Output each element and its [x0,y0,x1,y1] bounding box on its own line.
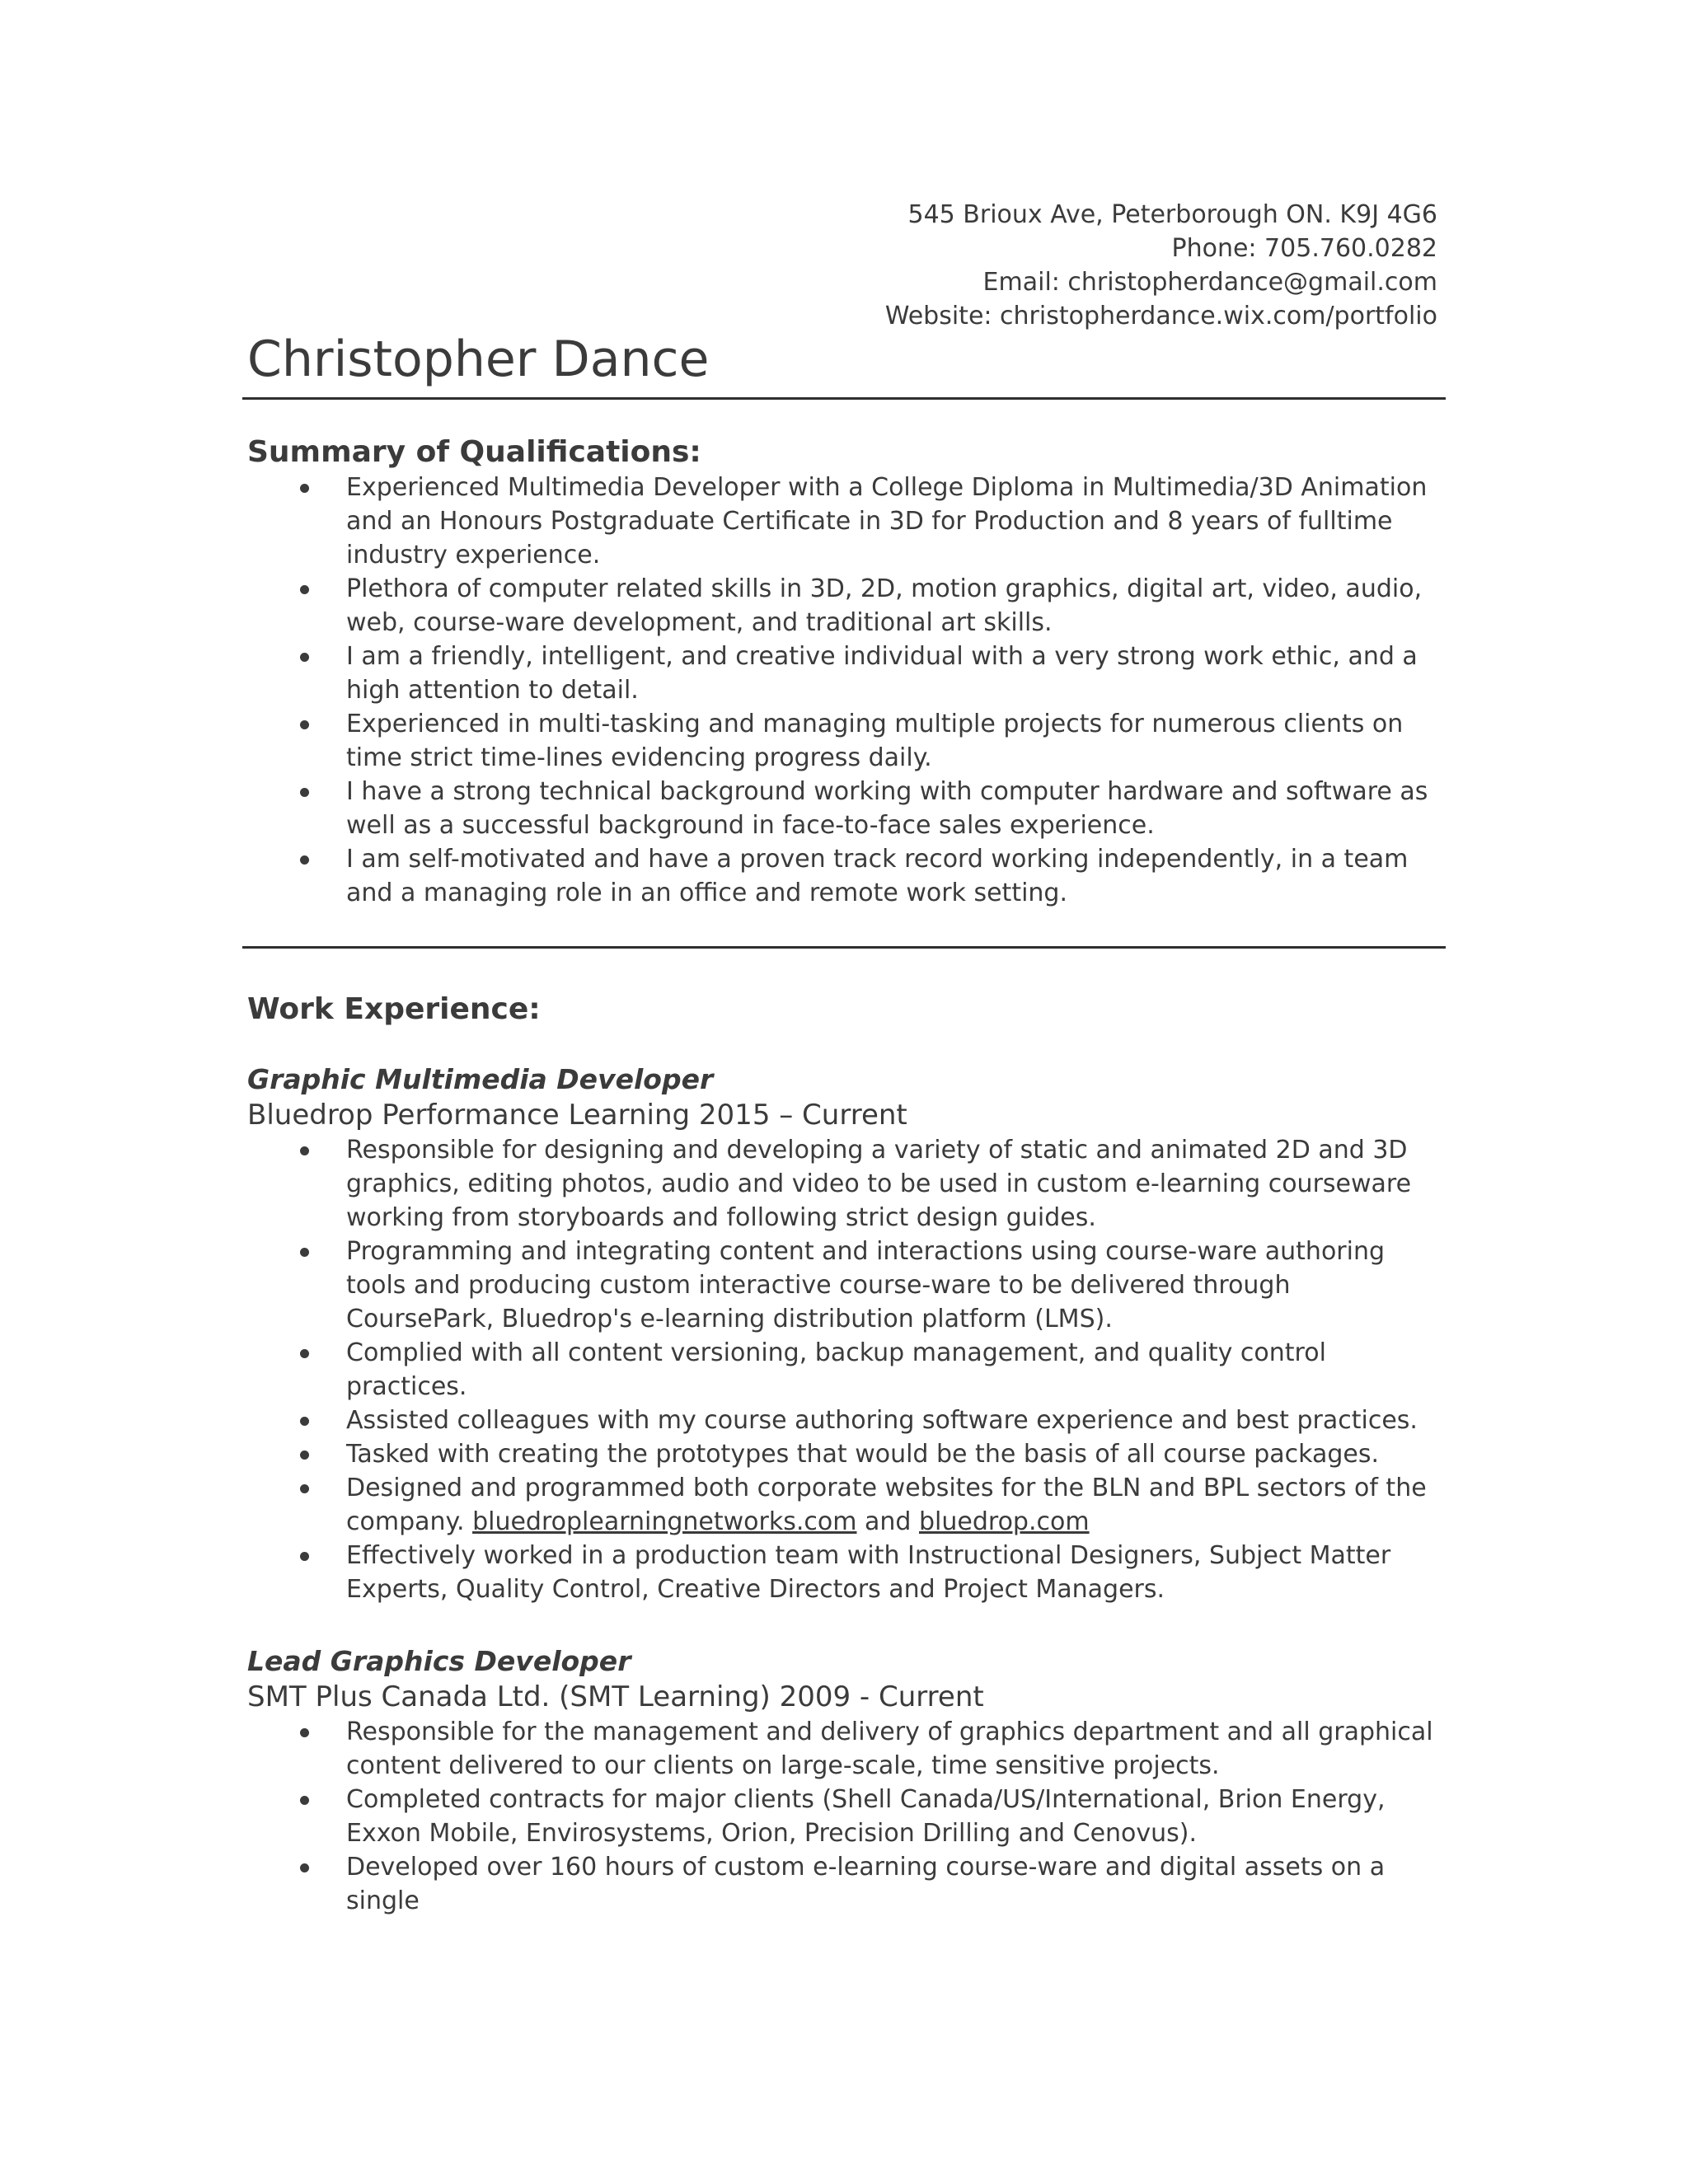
bullet-icon [300,484,309,493]
bluedroplearningnetworks-link[interactable]: bluedroplearningnetworks.com [472,1507,857,1536]
bullet-icon [300,720,309,729]
list-item [247,471,1441,572]
bullet-icon [300,855,309,865]
list-item [247,1539,1441,1606]
contact-website: Website: christopherdance.wix.com/portfolio [884,302,1437,330]
list-item-text: I am self-motivated and have a proven track record working independently, in a team and a managing role in an office and remote work setting. [346,845,1409,907]
list-item-text: Tasked with creating the prototypes that would be the basis of all course packages. [346,1440,1380,1469]
contact-phone: Phone: 705.760.0282 [1171,234,1437,263]
list-item [247,1471,1441,1539]
list-item-text: Plethora of computer related skills in 3D, 2D, motion graphics, digital art, video, audio, web, course-ware development, and traditional art skills. [346,574,1423,637]
list-item-text: Assisted colleagues with my course authoring software experience and best practices. [346,1406,1418,1435]
list-item [247,1404,1441,1437]
job-company: Bluedrop Performance Learning 2015 – Current [247,1099,907,1132]
bullet-icon [300,1248,309,1257]
list-item-text: Experienced in multi-tasking and managing multiple projects for numerous clients on time strict time-lines evidencing progress daily. [346,710,1404,772]
list-item-text: Responsible for designing and developing a variety of static and animated 2D and 3D graphics, editing photos, audio and video to be used in custom e-learning courseware working from storyboards and following strict design guides. [346,1136,1412,1232]
list-item-text: Effectively worked in a production team with Instructional Designers, Subject Matter Experts, Quality Control, Creative Directors and Project Managers. [346,1541,1391,1604]
bullet-icon [300,1146,309,1155]
job-duties-list [247,1715,1441,1918]
list-item [247,1850,1441,1918]
list-item-text: Completed contracts for major clients (Shell Canada/US/International, Brion Energy, Exxon Mobile, Envirosystems, Orion, Precision Drilling and Cenovus). [346,1785,1386,1848]
job-company: SMT Plus Canada Ltd. (SMT Learning) 2009 - Current [247,1680,984,1713]
bullet-icon [300,1796,309,1805]
bullet-icon [300,1552,309,1561]
list-item-text: I have a strong technical background working with computer hardware and software as well as a successful background in face-to-face sales experience. [346,777,1428,840]
summary-heading: Summary of Qualifications: [247,435,701,469]
contact-email: Email: christopherdance@gmail.com [982,268,1437,297]
job-title: Lead Graphics Developer [247,1645,631,1677]
bullet-icon [300,1349,309,1358]
list-item [247,1133,1441,1235]
list-item [247,572,1441,640]
list-item-text: Designed and programmed both corporate websites for the BLN and BPL sectors of the company. [346,1474,1427,1536]
bluedrop-link[interactable]: bluedrop.com [919,1507,1090,1536]
summary-list [247,471,1441,910]
list-item-text: I am a friendly, intelligent, and creative individual with a very strong work ethic, and a high attention to detail. [346,642,1418,705]
bullet-icon [300,1728,309,1737]
bullet-icon [300,788,309,797]
list-item [247,707,1441,775]
resume-page [247,198,1441,1918]
contact-block [247,198,1441,333]
list-item-text: Complied with all content versioning, backup management, and quality control practices. [346,1338,1326,1401]
contact-address: 545 Brioux Ave, Peterborough ON. K9J 4G6 [907,200,1437,229]
bullet-icon [300,653,309,662]
list-item [247,775,1441,842]
list-item [247,1235,1441,1336]
list-item-text: Programming and integrating content and interactions using course-ware authoring tools and producing custom interactive course-ware to be delivered through CoursePark, Bluedrop's e-learning distribution platform (LMS). [346,1237,1386,1333]
work-heading: Work Experience: [247,992,541,1026]
list-item [247,842,1441,910]
job-title: Graphic Multimedia Developer [247,1063,714,1095]
bullet-icon [300,1484,309,1493]
list-item-text: and [856,1507,919,1536]
list-item [247,1437,1441,1471]
section-divider [242,946,1446,949]
list-item [247,1783,1441,1850]
list-item [247,1715,1441,1783]
job-duties-list [247,1133,1441,1606]
list-item-text: Responsible for the management and delivery of graphics department and all graphical content delivered to our clients on large-scale, time sensitive projects. [346,1718,1433,1780]
bullet-icon [300,1863,309,1872]
list-item [247,1336,1441,1404]
list-item [247,640,1441,707]
bullet-icon [300,585,309,594]
list-item-text: Developed over 160 hours of custom e-learning course-ware and digital assets on a single [346,1853,1386,1915]
applicant-name: Christopher Dance [242,330,1446,400]
list-item-text: Experienced Multimedia Developer with a College Diploma in Multimedia/3D Animation and an Honours Postgraduate Certificate in 3D for Production and 8 years of fulltime industry experience. [346,473,1428,569]
bullet-icon [300,1417,309,1426]
bullet-icon [300,1451,309,1460]
